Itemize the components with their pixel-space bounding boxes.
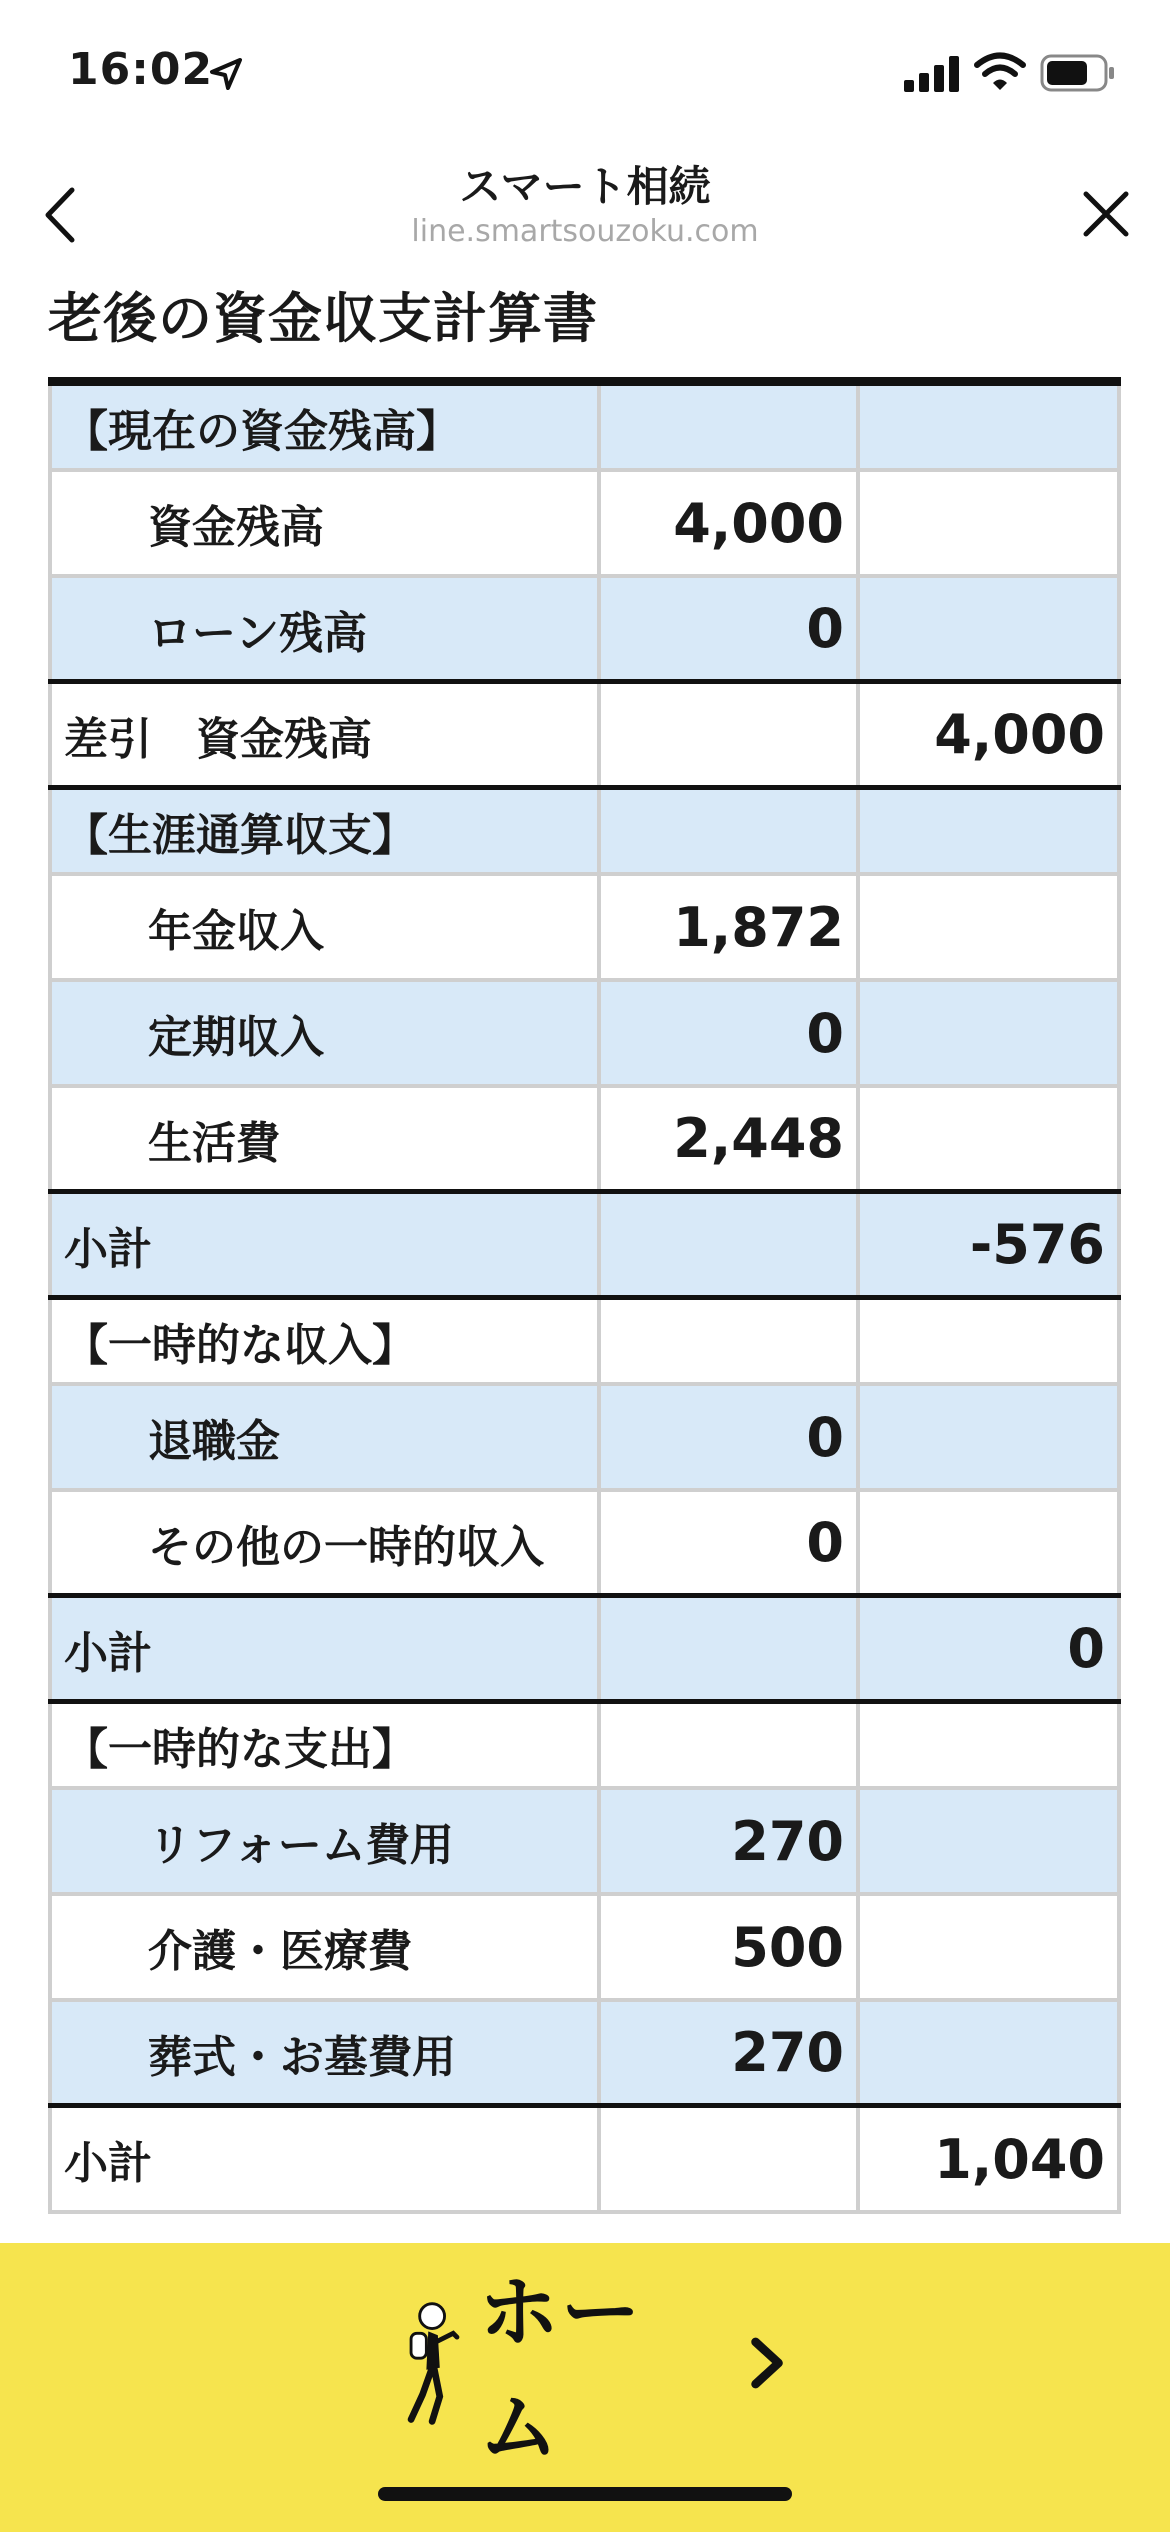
row-label: その他の一時的収入 (48, 1492, 601, 1593)
col2-value (601, 1598, 860, 1699)
chevron-right-icon (746, 2333, 790, 2393)
close-icon[interactable] (1076, 180, 1136, 250)
col2-value (601, 2108, 860, 2210)
row-label: 葬式・お墓費用 (48, 2002, 601, 2103)
col3-value: 4,000 (860, 684, 1121, 785)
summary-label: 小計 (48, 1598, 601, 1699)
table-row (48, 1492, 1121, 1598)
row-label: 生活費 (48, 1088, 601, 1189)
table-row (48, 386, 1121, 472)
table-row (48, 1194, 1121, 1300)
row-label: 定期収入 (48, 982, 601, 1084)
table-row (48, 2108, 1121, 2214)
summary-label: 小計 (48, 2108, 601, 2210)
col2-value (601, 684, 860, 785)
col3-value (860, 982, 1121, 1084)
table-row (48, 1386, 1121, 1492)
table-row (48, 472, 1121, 578)
col3-value (860, 1300, 1121, 1382)
col3-value: 0 (860, 1598, 1121, 1699)
battery-icon (1040, 54, 1116, 92)
table-row (48, 1300, 1121, 1386)
col2-value (601, 1194, 860, 1295)
col2-value: 270 (601, 1790, 860, 1892)
col2-value: 1,872 (601, 876, 860, 978)
summary-label: 差引 資金残高 (48, 684, 601, 785)
section-header: 【生涯通算収支】 (48, 790, 601, 872)
browser-header (0, 140, 1170, 260)
col3-value (860, 790, 1121, 872)
col3-value: -576 (860, 1194, 1121, 1295)
row-label: 介護・医療費 (48, 1896, 601, 1998)
col2-value (601, 1704, 860, 1786)
row-label: 退職金 (48, 1386, 601, 1488)
home-button[interactable] (390, 2266, 790, 2474)
col3-value (860, 1088, 1121, 1189)
col3-value (860, 1386, 1121, 1488)
col3-value (860, 1704, 1121, 1786)
col2-value: 500 (601, 1896, 860, 1998)
signal-icon (904, 56, 960, 92)
section-header: 【一時的な収入】 (48, 1300, 601, 1382)
wifi-icon (974, 52, 1026, 92)
row-label: リフォーム費用 (48, 1790, 601, 1892)
col3-value: 1,040 (860, 2108, 1121, 2210)
table-row (48, 1598, 1121, 1704)
col3-value (860, 472, 1121, 574)
row-label: 資金残高 (48, 472, 601, 574)
col3-value (860, 1896, 1121, 1998)
section-header: 【現在の資金残高】 (48, 386, 601, 468)
col2-value (601, 1300, 860, 1382)
header-title: スマート相続 (459, 162, 711, 211)
row-label: 年金収入 (48, 876, 601, 978)
cashflow-table (48, 377, 1121, 2214)
col3-value (860, 1790, 1121, 1892)
section-header: 【一時的な支出】 (48, 1704, 601, 1786)
table-row (48, 1896, 1121, 2002)
col2-value: 270 (601, 2002, 860, 2103)
location-arrow-icon (206, 54, 246, 94)
table-row (48, 1790, 1121, 1896)
summary-label: 小計 (48, 1194, 601, 1295)
table-row (48, 578, 1121, 684)
header-url: line.smartsouzoku.com (411, 214, 759, 249)
col2-value: 0 (601, 1386, 860, 1488)
col3-value (860, 578, 1121, 679)
table-row (48, 684, 1121, 790)
col2-value: 0 (601, 982, 860, 1084)
col3-value (860, 386, 1121, 468)
col2-value: 2,448 (601, 1088, 860, 1189)
col2-value: 0 (601, 578, 860, 679)
table-row (48, 876, 1121, 982)
col3-value (860, 1492, 1121, 1593)
col2-value (601, 386, 860, 468)
col3-value (860, 876, 1121, 978)
table-row (48, 2002, 1121, 2108)
table-row (48, 1088, 1121, 1194)
status-time: 16:02 (68, 44, 214, 95)
row-label: ローン残高 (48, 578, 601, 679)
table-row (48, 1704, 1121, 1790)
home-label: ホーム (478, 2266, 643, 2474)
home-indicator[interactable] (378, 2487, 792, 2501)
table-row (48, 982, 1121, 1088)
page-title: 老後の資金収支計算書 (48, 287, 598, 350)
col3-value (860, 2002, 1121, 2103)
status-bar (0, 0, 1170, 140)
col2-value: 0 (601, 1492, 860, 1593)
walking-person-icon (390, 2298, 467, 2428)
col2-value (601, 790, 860, 872)
table-row (48, 790, 1121, 876)
col2-value: 4,000 (601, 472, 860, 574)
